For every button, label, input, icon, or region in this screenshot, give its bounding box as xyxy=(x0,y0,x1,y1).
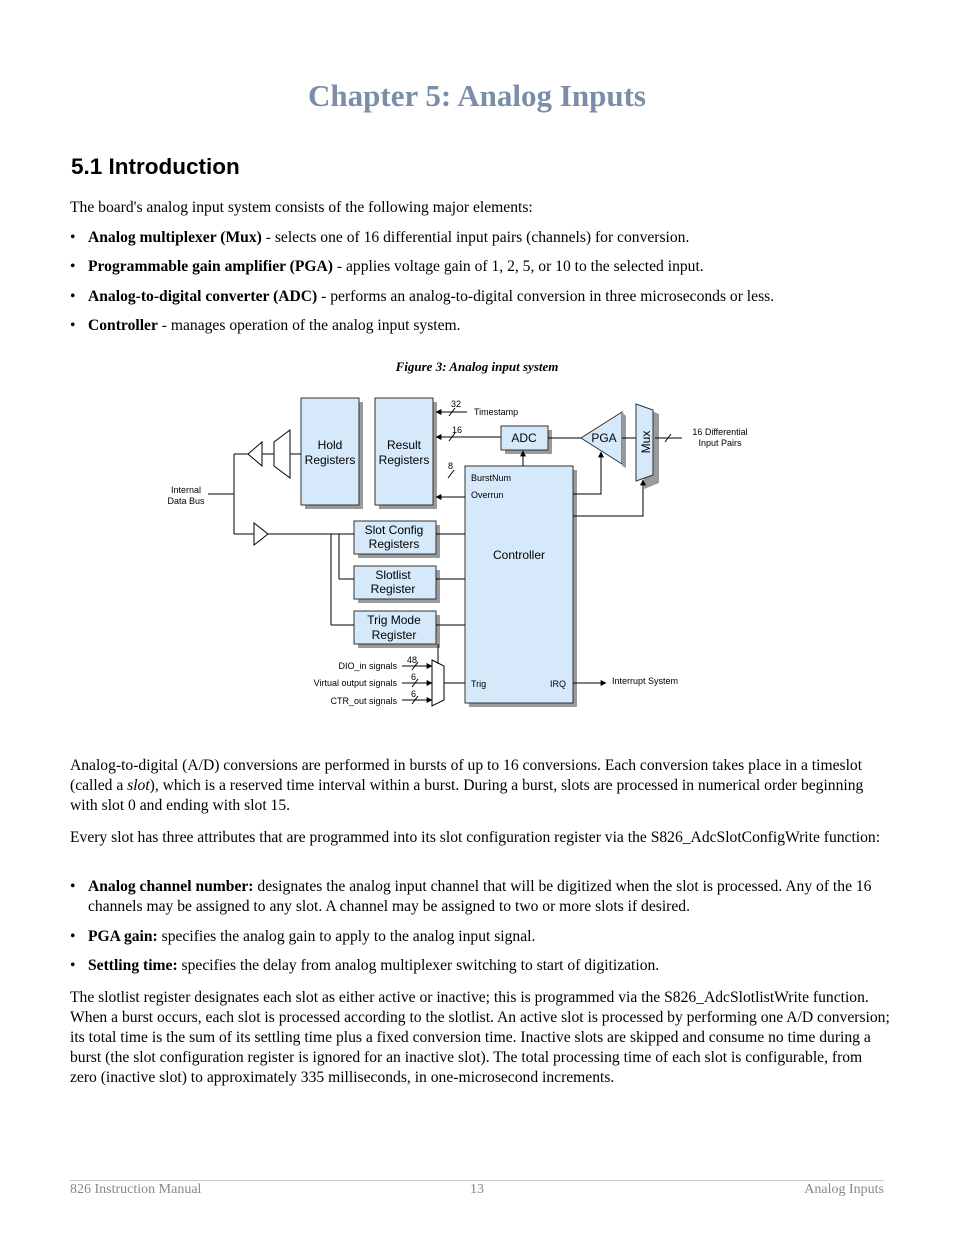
internal-bus-label-2: Data Bus xyxy=(167,496,205,506)
mux-label: Mux xyxy=(639,430,653,454)
chapter-title: Chapter 5: Analog Inputs xyxy=(308,78,646,113)
item-term: PGA gain: xyxy=(88,927,158,945)
list-item xyxy=(70,316,890,336)
ctr-out-label: CTR_out signals xyxy=(330,696,397,706)
pga-label: PGA xyxy=(591,431,617,445)
virtual-out-label: Virtual output signals xyxy=(313,678,397,688)
diff-inputs-label: 16 Differential xyxy=(692,427,748,437)
list-item xyxy=(70,956,890,976)
analog-input-diagram xyxy=(150,390,800,720)
adc-label: ADC xyxy=(511,431,537,445)
overrun-label: Overrun xyxy=(471,490,504,500)
attributes-intro-paragraph: Every slot has three attributes that are programmed into its slot configuration register via the S826_AdcSlotConfigWrite function: xyxy=(70,829,881,846)
item-term: Settling time: xyxy=(88,957,178,974)
para1-text-b: ), which is a reserved time interval within a burst. During a burst, slots are processed in numerical order beginning with slot 0 and ending with slot 15. xyxy=(70,777,864,814)
item-desc: specifies the analog gain to apply to the analog input signal. xyxy=(157,927,536,945)
item-term: Analog multiplexer (Mux) xyxy=(88,229,262,246)
item-desc: - performs an analog-to-digital conversion in three microseconds or less. xyxy=(317,287,775,305)
item-desc: - manages operation of the analog input system. xyxy=(157,316,461,334)
bus-width-16: 16 xyxy=(452,425,463,435)
slot-config-label: Slot Config xyxy=(364,523,424,537)
list-item xyxy=(70,228,890,248)
item-desc: - selects one of 16 differential input pairs (channels) for conversion. xyxy=(261,229,690,246)
diff-inputs-label-2: Input Pairs xyxy=(698,438,742,448)
bus-width-6b: 6 xyxy=(411,689,417,699)
list-item xyxy=(70,877,890,917)
item-term: Controller xyxy=(88,316,158,334)
footer-section-name: Analog Inputs xyxy=(804,1182,884,1197)
interrupt-label: Interrupt System xyxy=(612,676,679,686)
irq-label: IRQ xyxy=(550,679,567,689)
burstnum-label: BurstNum xyxy=(471,473,512,483)
intro-paragraph: The board's analog input system consists of the following major elements: xyxy=(70,199,533,216)
para1-text-a: Analog-to-digital (A/D) conversions are performed in bursts of up to 16 conversions. Each conversion takes place in a timeslot (called a xyxy=(70,757,863,794)
slotlist-label: Slotlist xyxy=(375,568,411,582)
internal-bus-label: Internal xyxy=(170,485,202,495)
controller-box xyxy=(465,466,573,703)
footer-manual-title: 826 Instruction Manual xyxy=(70,1182,202,1197)
timestamp-label: Timestamp xyxy=(474,407,519,417)
hold-label: Hold xyxy=(317,438,343,452)
trig-mode-label: Trig Mode xyxy=(367,613,421,627)
attributes-list xyxy=(70,877,890,986)
elements-list xyxy=(70,228,890,345)
figure-caption: Figure 3: Analog input system xyxy=(395,359,559,374)
item-desc: designates the analog input channel that will be digitized when the slot is processed. Any of the 16 channels may be assigned to any slot. A channel may be assigned to two or more slots if desired. xyxy=(88,878,872,915)
item-desc: - applies voltage gain of 1, 2, 5, or 10 to the selected input. xyxy=(333,258,704,276)
list-item xyxy=(70,287,890,307)
result-label: Result xyxy=(386,438,422,452)
footer-divider xyxy=(70,1180,884,1181)
item-term: Analog channel number: xyxy=(88,878,254,895)
para1-emphasis: slot xyxy=(127,777,150,794)
bus-width-8: 8 xyxy=(448,461,454,471)
slotlist-label-2: Register xyxy=(370,582,416,596)
bursts-paragraph xyxy=(70,756,890,816)
slot-config-label-2: Registers xyxy=(368,537,420,551)
item-desc: specifies the delay from analog multiplexer switching to start of digitization. xyxy=(177,957,660,974)
trig-label: Trig xyxy=(471,679,487,689)
result-label-2: Registers xyxy=(378,453,430,467)
dio-in-label: DIO_in signals xyxy=(338,661,397,671)
item-term: Analog-to-digital converter (ADC) xyxy=(88,287,318,305)
bus-width-32: 32 xyxy=(451,399,462,409)
bus-width-6a: 6 xyxy=(411,672,417,682)
trig-mode-label-2: Register xyxy=(371,628,417,642)
footer-page-number: 13 xyxy=(470,1182,484,1197)
item-term: Programmable gain amplifier (PGA) xyxy=(88,258,333,276)
section-title: 5.1 Introduction xyxy=(71,154,240,179)
bus-width-48: 48 xyxy=(407,655,418,665)
slotlist-paragraph: The slotlist register designates each slot as either active or inactive; this is programmed via the S826_AdcSlotlistWrite function. When a burst occurs, each slot is processed according to the slotlist. An active slot is processed by performing one A/D conversion; its total time is the sum of its settling time plus a fixed conversion time. Inactive slots are skipped and consume no time during a burst (the slot configuration register is ignored for an inactive slot). The total processing time of each slot is configurable, from zero (inactive slot) to approximately 335 milliseconds, in one-microsecond increments. xyxy=(70,989,890,1086)
hold-label-2: Registers xyxy=(304,453,356,467)
controller-label: Controller xyxy=(492,548,546,562)
list-item xyxy=(70,927,890,947)
list-item xyxy=(70,257,890,277)
